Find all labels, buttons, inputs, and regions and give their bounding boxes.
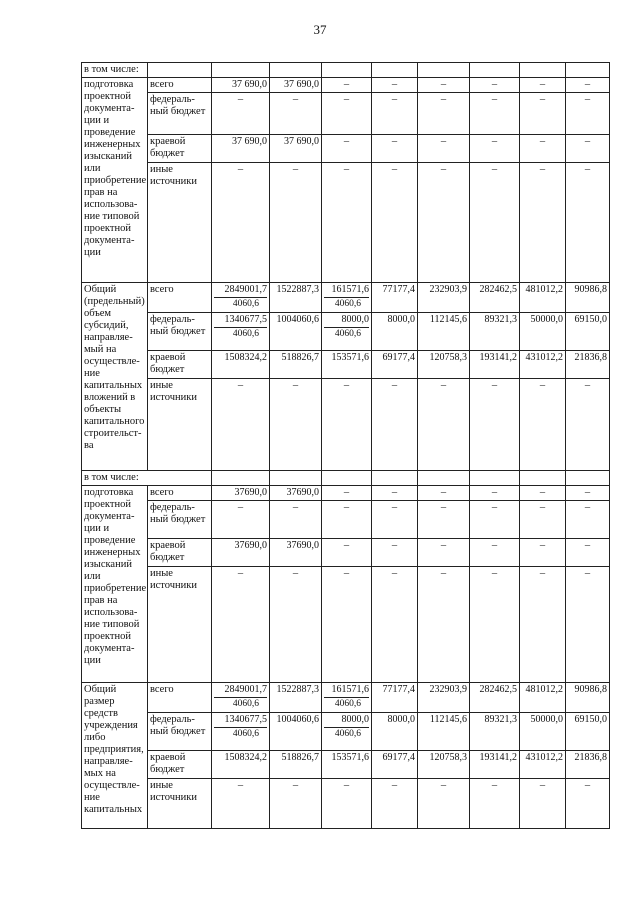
dash-cell: – xyxy=(566,501,610,539)
dash-cell: – xyxy=(372,501,418,539)
dash-cell: – xyxy=(418,135,470,163)
dash-cell: – xyxy=(470,93,520,135)
dash-cell: – xyxy=(270,567,322,683)
dash-cell: – xyxy=(418,501,470,539)
dash-cell: – xyxy=(566,379,610,471)
value-cell: 193141,2 xyxy=(470,351,520,379)
section-row xyxy=(82,63,610,78)
value-cell: 50000,0 xyxy=(520,713,566,751)
value-cell xyxy=(212,283,270,313)
value-cell: 77177,4 xyxy=(372,283,418,313)
value-main: 2849001,7 xyxy=(224,684,267,695)
dash-cell: – xyxy=(212,779,270,829)
dash-cell: – xyxy=(372,779,418,829)
dash-cell: – xyxy=(270,163,322,283)
dash-cell: – xyxy=(470,539,520,567)
dash-cell: – xyxy=(418,539,470,567)
dash-cell: – xyxy=(372,78,418,93)
section-label: в том числе: xyxy=(82,63,148,78)
item-name: Общий (предельный) объем субсидий, направляе-мый на осуществле-ние капитальных вложений в объекты капитального строительст-ва xyxy=(82,283,148,471)
value-cell: 37690,0 xyxy=(212,539,270,567)
table-row xyxy=(82,683,610,713)
table-row xyxy=(82,751,610,779)
value-main: 2849001,7 xyxy=(224,284,267,295)
value-cell: 77177,4 xyxy=(372,683,418,713)
source-label: всего xyxy=(148,283,212,313)
source-label: краевой бюджет xyxy=(148,135,212,163)
funding-table xyxy=(81,62,610,829)
dash-cell: – xyxy=(470,779,520,829)
source-label: иные источники xyxy=(148,567,212,683)
value-cell xyxy=(322,683,372,713)
dash-cell: – xyxy=(470,78,520,93)
value-cell: 21836,8 xyxy=(566,351,610,379)
value-main: 161571,6 xyxy=(331,284,369,295)
dash-cell: – xyxy=(520,78,566,93)
dash-cell: – xyxy=(566,779,610,829)
table-row xyxy=(82,539,610,567)
source-label: краевой бюджет xyxy=(148,751,212,779)
dash-cell: – xyxy=(418,379,470,471)
value-cell: 120758,3 xyxy=(418,751,470,779)
dash-cell: – xyxy=(566,78,610,93)
source-label: всего xyxy=(148,683,212,713)
value-cell: 37690,0 xyxy=(270,539,322,567)
value-cell: 21836,8 xyxy=(566,751,610,779)
dash-cell: – xyxy=(566,539,610,567)
dash-cell: – xyxy=(566,93,610,135)
dash-cell: – xyxy=(470,501,520,539)
value-cell: 90986,8 xyxy=(566,683,610,713)
dash-cell: – xyxy=(470,163,520,283)
value-cell: 69177,4 xyxy=(372,351,418,379)
dash-cell: – xyxy=(322,163,372,283)
value-cell: 37 690,0 xyxy=(270,135,322,163)
dash-cell: – xyxy=(418,486,470,501)
dash-cell: – xyxy=(212,501,270,539)
dash-cell: – xyxy=(322,567,372,683)
source-label: иные источники xyxy=(148,379,212,471)
dash-cell: – xyxy=(520,567,566,683)
dash-cell: – xyxy=(322,501,372,539)
value-cell: 37 690,0 xyxy=(270,78,322,93)
value-cell xyxy=(212,713,270,751)
value-cell xyxy=(212,313,270,351)
dash-cell: – xyxy=(212,93,270,135)
value-sub: 4060,6 xyxy=(214,327,267,340)
value-main: 8000,0 xyxy=(341,714,369,725)
value-cell: 232903,9 xyxy=(418,283,470,313)
dash-cell: – xyxy=(270,379,322,471)
value-cell xyxy=(322,713,372,751)
dash-cell: – xyxy=(520,539,566,567)
value-cell: 481012,2 xyxy=(520,683,566,713)
section-row xyxy=(82,471,610,486)
dash-cell: – xyxy=(270,779,322,829)
dash-cell: – xyxy=(566,163,610,283)
value-sub: 4060,6 xyxy=(214,727,267,740)
dash-cell: – xyxy=(520,163,566,283)
dash-cell: – xyxy=(470,135,520,163)
dash-cell: – xyxy=(418,567,470,683)
value-cell: 120758,3 xyxy=(418,351,470,379)
dash-cell: – xyxy=(566,486,610,501)
item-name: подготовка проектной документа-ции и проведение инженерных изысканий или приобретение прав на использова-ние типовой проектной документа-ции xyxy=(82,78,148,283)
source-label: федераль-ный бюджет xyxy=(148,713,212,751)
item-name: подготовка проектной документа-ции и проведение инженерных изысканий или приобретение прав на использова-ние типовой проектной документа-ции xyxy=(82,486,148,683)
value-cell: 1004060,6 xyxy=(270,313,322,351)
table-row xyxy=(82,486,610,501)
value-sub: 4060,6 xyxy=(324,727,369,740)
source-label: краевой бюджет xyxy=(148,539,212,567)
value-cell: 37 690,0 xyxy=(212,135,270,163)
value-cell: 69177,4 xyxy=(372,751,418,779)
value-cell: 50000,0 xyxy=(520,313,566,351)
value-cell: 282462,5 xyxy=(470,683,520,713)
section-label: в том числе: xyxy=(82,471,212,486)
dash-cell: – xyxy=(418,93,470,135)
value-sub: 4060,6 xyxy=(324,297,369,310)
source-label: краевой бюджет xyxy=(148,351,212,379)
dash-cell: – xyxy=(322,539,372,567)
source-label: всего xyxy=(148,78,212,93)
value-cell: 193141,2 xyxy=(470,751,520,779)
value-cell: 8000,0 xyxy=(372,713,418,751)
dash-cell: – xyxy=(372,93,418,135)
dash-cell: – xyxy=(372,486,418,501)
value-main: 161571,6 xyxy=(331,684,369,695)
table-row xyxy=(82,283,610,313)
value-cell: 69150,0 xyxy=(566,713,610,751)
dash-cell: – xyxy=(372,163,418,283)
value-sub: 4060,6 xyxy=(324,327,369,340)
source-label: федераль-ный бюджет xyxy=(148,313,212,351)
value-cell: 1004060,6 xyxy=(270,713,322,751)
value-cell: 1508324,2 xyxy=(212,751,270,779)
value-cell: 518826,7 xyxy=(270,751,322,779)
table-row xyxy=(82,313,610,351)
dash-cell: – xyxy=(212,567,270,683)
value-cell xyxy=(322,283,372,313)
dash-cell: – xyxy=(322,779,372,829)
value-cell: 112145,6 xyxy=(418,713,470,751)
value-cell: 232903,9 xyxy=(418,683,470,713)
value-main: 1340677,5 xyxy=(224,314,267,325)
table-row xyxy=(82,93,610,135)
dash-cell: – xyxy=(270,93,322,135)
value-cell: 37 690,0 xyxy=(212,78,270,93)
value-cell: 90986,8 xyxy=(566,283,610,313)
dash-cell: – xyxy=(520,93,566,135)
dash-cell: – xyxy=(470,567,520,683)
value-cell: 37690,0 xyxy=(212,486,270,501)
dash-cell: – xyxy=(520,779,566,829)
value-cell: 1522887,3 xyxy=(270,283,322,313)
value-cell: 8000,0 xyxy=(372,313,418,351)
value-cell: 1508324,2 xyxy=(212,351,270,379)
value-cell: 1522887,3 xyxy=(270,683,322,713)
value-main: 1340677,5 xyxy=(224,714,267,725)
value-cell xyxy=(322,313,372,351)
dash-cell: – xyxy=(322,379,372,471)
value-sub: 4060,6 xyxy=(324,697,369,710)
value-cell: 89321,3 xyxy=(470,313,520,351)
value-main: 8000,0 xyxy=(341,314,369,325)
dash-cell: – xyxy=(322,78,372,93)
table-row xyxy=(82,78,610,93)
dash-cell: – xyxy=(418,163,470,283)
source-label: иные источники xyxy=(148,779,212,829)
table-row xyxy=(82,379,610,471)
dash-cell: – xyxy=(372,379,418,471)
dash-cell: – xyxy=(372,567,418,683)
table-row xyxy=(82,351,610,379)
value-cell xyxy=(212,683,270,713)
dash-cell: – xyxy=(322,135,372,163)
source-label: федераль-ный бюджет xyxy=(148,93,212,135)
source-label: федераль-ный бюджет xyxy=(148,501,212,539)
value-cell: 89321,3 xyxy=(470,713,520,751)
dash-cell: – xyxy=(566,567,610,683)
value-cell: 112145,6 xyxy=(418,313,470,351)
source-label: иные источники xyxy=(148,163,212,283)
dash-cell: – xyxy=(520,501,566,539)
value-cell: 282462,5 xyxy=(470,283,520,313)
source-label: всего xyxy=(148,486,212,501)
value-cell: 37690,0 xyxy=(270,486,322,501)
dash-cell: – xyxy=(470,379,520,471)
dash-cell: – xyxy=(322,93,372,135)
value-cell: 431012,2 xyxy=(520,751,566,779)
dash-cell: – xyxy=(212,379,270,471)
table-row xyxy=(82,713,610,751)
table-row xyxy=(82,779,610,829)
page-number: 37 xyxy=(313,22,327,37)
dash-cell: – xyxy=(372,135,418,163)
table-row xyxy=(82,163,610,283)
dash-cell: – xyxy=(520,486,566,501)
value-cell: 153571,6 xyxy=(322,751,372,779)
dash-cell: – xyxy=(372,539,418,567)
value-cell: 153571,6 xyxy=(322,351,372,379)
dash-cell: – xyxy=(470,486,520,501)
dash-cell: – xyxy=(322,486,372,501)
dash-cell: – xyxy=(270,501,322,539)
table-row xyxy=(82,135,610,163)
dash-cell: – xyxy=(566,135,610,163)
value-cell: 431012,2 xyxy=(520,351,566,379)
table-row xyxy=(82,501,610,539)
dash-cell: – xyxy=(520,135,566,163)
dash-cell: – xyxy=(520,379,566,471)
dash-cell: – xyxy=(212,163,270,283)
table-row xyxy=(82,567,610,683)
item-name: Общий размер средств учреждения либо предприятия, направляе-мых на осуществле-ние капитальных xyxy=(82,683,148,829)
dash-cell: – xyxy=(418,779,470,829)
value-sub: 4060,6 xyxy=(214,697,267,710)
value-cell: 481012,2 xyxy=(520,283,566,313)
value-cell: 518826,7 xyxy=(270,351,322,379)
value-sub: 4060,6 xyxy=(214,297,267,310)
value-cell: 69150,0 xyxy=(566,313,610,351)
dash-cell: – xyxy=(418,78,470,93)
